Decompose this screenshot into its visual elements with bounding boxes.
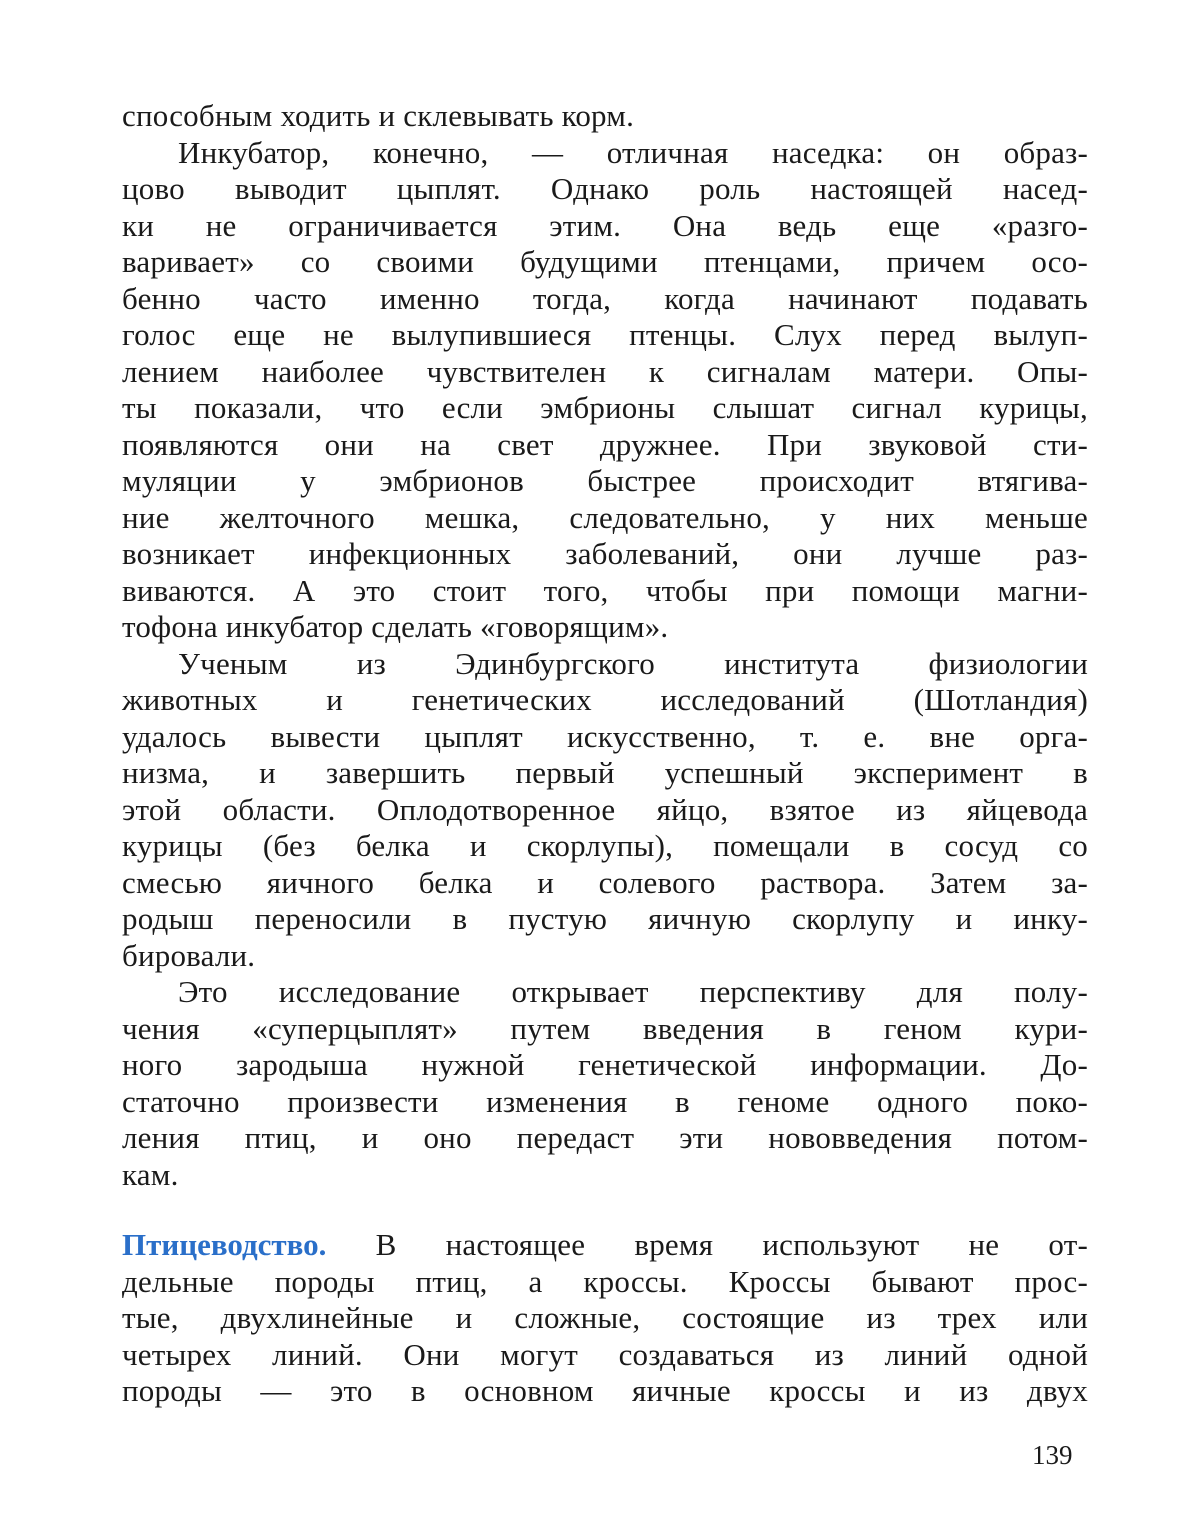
text-line: кам. [122, 1156, 179, 1192]
page-number: 139 [1032, 1440, 1073, 1470]
text-line: Это исследование открывает перспективу для полу- [178, 974, 1088, 1009]
paragraph-research [122, 974, 1088, 1193]
text-line: ние желточного мешка, следовательно, у них меньше [122, 499, 1088, 535]
text-line: способным ходить и склевывать корм. [122, 98, 635, 133]
section-poultry [122, 1227, 1088, 1410]
text-line: ты показали, что если эмбрионы слышат сигнал курицы, [122, 390, 1088, 425]
text-line: виваются. А это стоит того, чтобы при помощи магни- [122, 572, 1088, 608]
text-line: тые, двухлинейные и сложные, состоящие из трех или [122, 1300, 1088, 1335]
text-line: появляются они на свет дружнее. При звуковой сти- [122, 426, 1088, 462]
text-line: ления птиц, и оно передаст эти нововведения потом- [122, 1120, 1088, 1155]
text-line: ки не ограничивается этим. Она ведь еще «разго- [122, 207, 1088, 243]
text-line: этой области. Оплодотворенное яйцо, взятое из яйцевода [122, 791, 1088, 827]
text-line: ного зародыша нужной генетической информации. До- [122, 1047, 1088, 1082]
text-line: смесью яичного белка и солевого раствора. Затем за- [122, 864, 1088, 900]
text-line: животных и генетических исследований (Шотландия) [122, 682, 1088, 717]
text-line: бировали. [122, 937, 256, 973]
section-gap [122, 1193, 1088, 1227]
text-line: удалось вывести цыплят искусственно, т. е. вне орга- [122, 718, 1088, 754]
text-line: курицы (без белка и скорлупы), помещали в сосуд со [122, 828, 1088, 863]
text-line: бенно часто именно тогда, когда начинают подавать [122, 280, 1088, 316]
text-line: цово выводит цыплят. Однако роль настоящей насед- [122, 171, 1088, 206]
paragraph-continuation [122, 98, 1088, 135]
text-line: голос еще не вылупившиеся птенцы. Слух перед вылуп- [122, 317, 1088, 352]
paragraph-edinburgh [122, 646, 1088, 975]
text-line: варивает» со своими будущими птенцами, причем осо- [122, 244, 1088, 279]
text-line [122, 1227, 1088, 1264]
text-line: Ученым из Эдинбургского института физиологии [178, 645, 1088, 681]
text-line: статочно произвести изменения в геноме одного поко- [122, 1083, 1088, 1119]
section-first-line: В настоящее время используют не от- [326, 1227, 1088, 1262]
text-line: четырех линий. Они могут создаваться из линий одной [122, 1336, 1088, 1372]
text-line: тофона инкубатор сделать «говорящим». [122, 609, 669, 644]
text-line: породы — это в основном яичные кроссы и из двух [122, 1373, 1088, 1408]
text-line: лением наиболее чувствителен к сигналам матери. Опы- [122, 353, 1088, 389]
text-line: муляции у эмбрионов быстрее происходит втягива- [122, 463, 1088, 498]
text-line: возникает инфекционных заболеваний, они лучше раз- [122, 536, 1088, 571]
text-line: Инкубатор, конечно, — отличная наседка: он образ- [178, 134, 1088, 170]
text-line: чения «суперцыплят» путем введения в геном кури- [122, 1010, 1088, 1046]
text-line: дельные породы птиц, а кроссы. Кроссы бывают прос- [122, 1263, 1088, 1299]
section-heading: Птицеводство. [122, 1227, 327, 1262]
paragraph-incubator [122, 135, 1088, 646]
text-line: низма, и завершить первый успешный эксперимент в [122, 755, 1088, 790]
page-body [122, 98, 1088, 1410]
text-line: родыш переносили в пустую яичную скорлупу и инку- [122, 901, 1088, 936]
